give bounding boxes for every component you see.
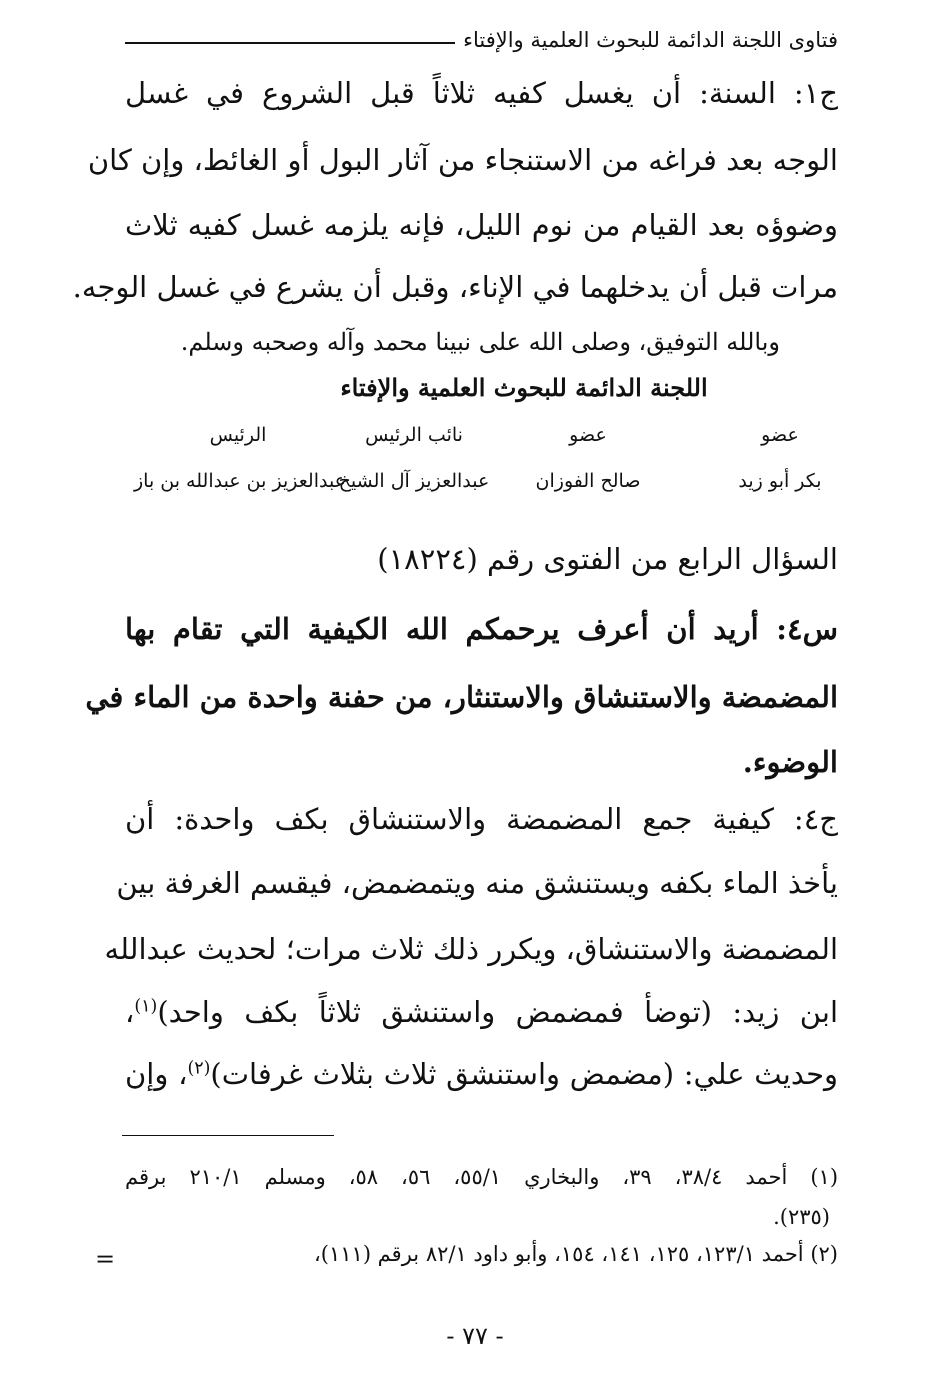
- answer4-line-4: [125, 995, 838, 1029]
- answer1-line-3: وضوؤه بعد القيام من نوم الليل، فإنه يلزمه غسل كفيه ثلاث: [125, 208, 838, 242]
- member-name-3: عبدالعزيز آل الشيخ: [338, 470, 490, 492]
- member-name-4: عبدالعزيز بن عبدالله بن باز: [133, 470, 347, 492]
- footnote-1-cont: (٢٣٥).: [773, 1205, 830, 1229]
- answer1-line-2: الوجه بعد فراغه من الاستنجاء من آثار البول أو الغائط، وإن كان: [87, 143, 838, 177]
- continuation-mark: =: [95, 1245, 116, 1273]
- answer4-line-1: ج٤: كيفية جمع المضمضة والاستنشاق بكف واحدة: أن: [125, 802, 838, 836]
- question4-line-2: المضمضة والاستنشاق والاستنثار، من حفنة واحدة من الماء في: [85, 680, 838, 714]
- answer1-line-4: مرات قبل أن يدخلهما في الإناء، وقبل أن يشرع في غسل الوجه.: [72, 270, 838, 304]
- footnote-1: (١) أحمد ٣٨/٤، ٣٩، والبخاري ٥٥/١، ٥٦، ٥٨، ومسلم ٢١٠/١ برقم: [125, 1165, 839, 1189]
- member-role-3: نائب الرئيس: [365, 424, 463, 446]
- footnote-ref-2: (٢): [187, 1058, 211, 1079]
- fatwa-heading: السؤال الرابع من الفتوى رقم (١٨٢٢٤): [377, 542, 838, 576]
- footnote-ref-1: (١): [134, 996, 158, 1017]
- question4-line-3: الوضوء.: [742, 745, 838, 779]
- answer4-line-5: [125, 1057, 838, 1091]
- answer4-line-4-tail: ،: [125, 995, 135, 1029]
- answer4-line-5-text: وحديث علي: (مضمض واستنشق ثلاث بثلاث غرفات): [210, 1057, 838, 1091]
- member-name-1: بكر أبو زيد: [738, 470, 822, 492]
- footnote-2: (٢) أحمد ١٢٣/١، ١٢٥، ١٤١، ١٥٤، وأبو داود ٨٢/١ برقم (١١١)،: [313, 1242, 838, 1266]
- member-role-4: الرئيس: [209, 424, 267, 446]
- header-rule: [125, 42, 455, 44]
- committee-name: اللجنة الدائمة للبحوث العلمية والإفتاء: [340, 373, 708, 402]
- signature-roles-row: [125, 424, 838, 458]
- question4-line-1: س٤: أريد أن أعرف يرحمكم الله الكيفية التي تقام بها: [125, 612, 838, 646]
- member-role-2: عضو: [569, 424, 607, 446]
- answer1-line-1: ج١: السنة: أن يغسل كفيه ثلاثاً قبل الشروع في غسل: [125, 76, 838, 110]
- member-name-2: صالح الفوزان: [535, 470, 641, 492]
- answer4-line-4-text: ابن زيد: (توضأ فمضمض واستنشق ثلاثاً بكف واحد): [157, 995, 838, 1029]
- answer4-line-3: المضمضة والاستنشاق، ويكرر ذلك ثلاث مرات؛ لحديث عبدالله: [104, 932, 838, 966]
- running-header: [125, 28, 838, 52]
- footnote-separator: [122, 1135, 334, 1136]
- answer4-line-5-tail: ، وإن: [125, 1057, 188, 1091]
- answer4-line-2: يأخذ الماء بكفه ويستنشق منه ويتمضمض، فيقسم الغرفة بين: [116, 866, 838, 900]
- closing-blessing: وبالله التوفيق، وصلى الله على نبينا محمد وآله وصحبه وسلم.: [180, 328, 780, 356]
- page-number: - ٧٧ -: [446, 1322, 504, 1350]
- header-title: فتاوى اللجنة الدائمة للبحوث العلمية والإفتاء: [463, 28, 838, 52]
- signature-names-row: [125, 470, 838, 504]
- member-role-1: عضو: [761, 424, 799, 446]
